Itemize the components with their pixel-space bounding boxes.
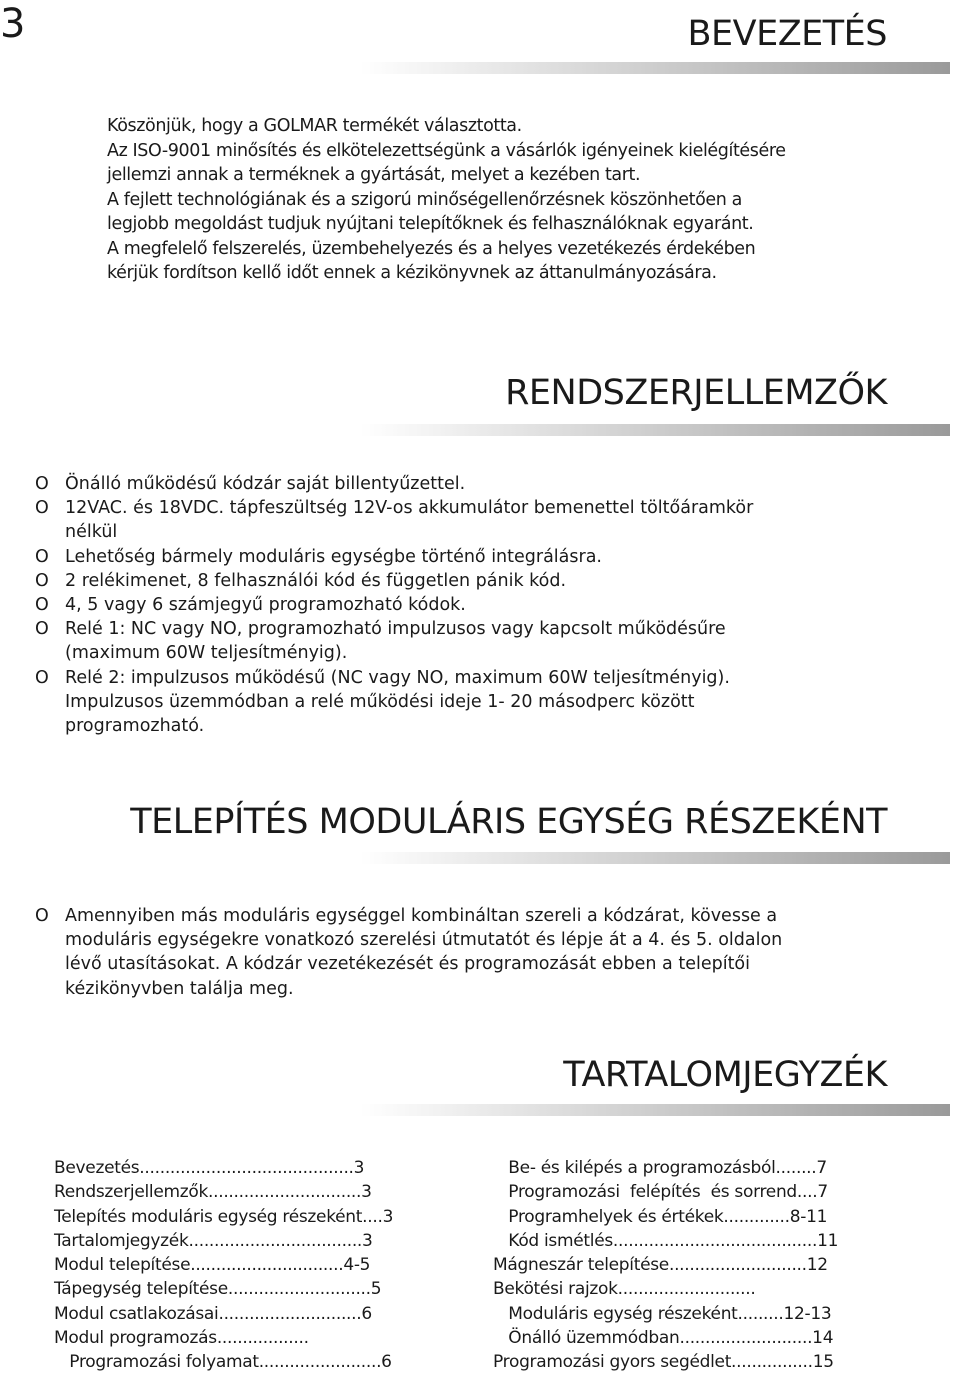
intro-line: kérjük fordítson kellő időt ennek a kézikönyvnek az áttanulmányozására.: [107, 263, 717, 283]
toc-entry[interactable]: Önálló üzemmódban..........................14: [493, 1328, 834, 1349]
heading-rule-install: [360, 852, 950, 864]
list-item-text: 4, 5 vagy 6 számjegyű programozható kódok.: [65, 595, 466, 616]
heading-rule-intro: [360, 62, 950, 74]
bullet-mark: O: [35, 906, 49, 926]
toc-entry[interactable]: Programozási felépítés és sorrend....7: [493, 1182, 828, 1203]
toc-entry[interactable]: Kód ismétlés........................................11: [493, 1230, 839, 1251]
heading-rule-features: [360, 424, 950, 436]
toc-entry[interactable]: Tápegység telepítése............................5: [54, 1279, 382, 1300]
list-item: [35, 496, 915, 544]
intro-line: Az ISO-9001 minősítés és elkötelezettségünk a vásárlók igényeinek kielégítésére: [107, 140, 786, 161]
list-item-text: Relé 2: impulzusos működésű (NC vagy NO, maximum 60W teljesítményig).: [65, 667, 730, 688]
heading-intro: BEVEZETÉS: [687, 14, 887, 54]
list-item: [35, 472, 915, 496]
bullet-mark: O: [35, 619, 49, 640]
bullet-mark: O: [35, 595, 49, 616]
list-item-text: Relé 1: NC vagy NO, programozható impulzusos vagy kapcsolt működésűre: [65, 619, 726, 640]
bullet-mark: O: [35, 570, 49, 591]
list-item-text: (maximum 60W teljesítményig).: [65, 643, 348, 664]
heading-rule-toc: [360, 1104, 950, 1116]
toc-entry[interactable]: Bekötési rajzok...........................: [493, 1279, 756, 1300]
list-item: [35, 593, 915, 617]
toc-entry[interactable]: Bevezetés..........................................3: [54, 1158, 365, 1178]
toc-entry[interactable]: Programhelyek és értékek.............8-11: [493, 1206, 828, 1227]
toc-entry[interactable]: Moduláris egység részeként.........12-13: [493, 1303, 832, 1324]
toc-entry[interactable]: Mágneszár telepítése...........................12: [493, 1255, 828, 1276]
page-number: 3: [0, 1, 26, 47]
intro-line: A fejlett technológiának és a szigorú minőségellenőrzésnek köszönhetően a: [107, 189, 742, 210]
bullet-mark: O: [35, 474, 49, 494]
list-item-text: Amennyiben más moduláris egységgel kombináltan szereli a kódzárat, kövesse a: [65, 906, 778, 926]
list-item: [35, 617, 915, 665]
toc-entry[interactable]: Rendszerjellemzők..............................3: [54, 1182, 372, 1203]
toc-right-column: [493, 1156, 933, 1375]
intro-line: A megfelelő felszerelés, üzembehelyezés és a helyes vezetékezés érdekében: [107, 238, 756, 259]
intro-line: jellemzi annak a terméknek a gyártását, melyet a kezében tart.: [107, 165, 641, 185]
bullet-mark: O: [35, 667, 49, 688]
list-item-text: lévő utasításokat. A kódzár vezetékezését és programozását ebben a telepítői: [65, 954, 751, 975]
toc-entry[interactable]: Telepítés moduláris egység részeként....3: [54, 1206, 394, 1227]
toc-entry[interactable]: Be- és kilépés a programozásból........7: [493, 1158, 827, 1178]
toc-entry[interactable]: Modul programozás..................: [54, 1328, 309, 1349]
intro-line: Köszönjük, hogy a GOLMAR termékét választotta.: [107, 116, 522, 136]
intro-paragraph: [107, 114, 927, 286]
intro-line: legjobb megoldást tudjuk nyújtani telepítőknek és felhasználóknak egyaránt.: [107, 214, 754, 234]
list-item-text: kézikönyvben találja meg.: [65, 978, 294, 999]
list-item-text: Lehetőség bármely moduláris egységbe történő integrálásra.: [65, 546, 602, 567]
list-item-text: Önálló működésű kódzár saját billentyűzettel.: [65, 474, 466, 494]
toc-entry[interactable]: Modul telepítése..............................4-5: [54, 1255, 371, 1276]
list-item-text: 12VAC. és 18VDC. tápfeszültség 12V-os akkumulátor bemenettel töltőáramkör: [65, 498, 754, 519]
list-item-text: 2 relékimenet, 8 felhasználói kód és független pánik kód.: [65, 570, 567, 591]
toc-entry[interactable]: Programozási gyors segédlet................15: [493, 1352, 834, 1373]
toc-left-column: [54, 1156, 464, 1375]
list-item-text: nélkül: [65, 522, 118, 543]
toc-entry[interactable]: Modul csatlakozásai............................6: [54, 1303, 372, 1324]
list-item-text: moduláris egységekre vonatkozó szerelési útmutatót és lépje át a 4. és 5. oldalon: [65, 930, 783, 951]
features-list: [35, 472, 915, 738]
toc-entry[interactable]: Tartalomjegyzék..................................3: [54, 1230, 373, 1251]
list-item: [35, 904, 915, 1001]
heading-features: RENDSZERJELLEMZŐK: [505, 373, 887, 413]
heading-toc: TARTALOMJEGYZÉK: [563, 1055, 887, 1095]
list-item: [35, 569, 915, 593]
heading-install: TELEPÍTÉS MODULÁRIS EGYSÉG RÉSZEKÉNT: [130, 802, 887, 842]
install-list: [35, 904, 915, 1001]
list-item-text: Impulzusos üzemmódban a relé működési ideje 1- 20 másodperc között: [65, 691, 695, 712]
bullet-mark: O: [35, 546, 49, 567]
bullet-mark: O: [35, 498, 49, 519]
toc-entry[interactable]: Programozási folyamat........................6: [54, 1352, 392, 1373]
list-item: [35, 545, 915, 569]
list-item-text: programozható.: [65, 716, 205, 737]
list-item: [35, 666, 915, 739]
